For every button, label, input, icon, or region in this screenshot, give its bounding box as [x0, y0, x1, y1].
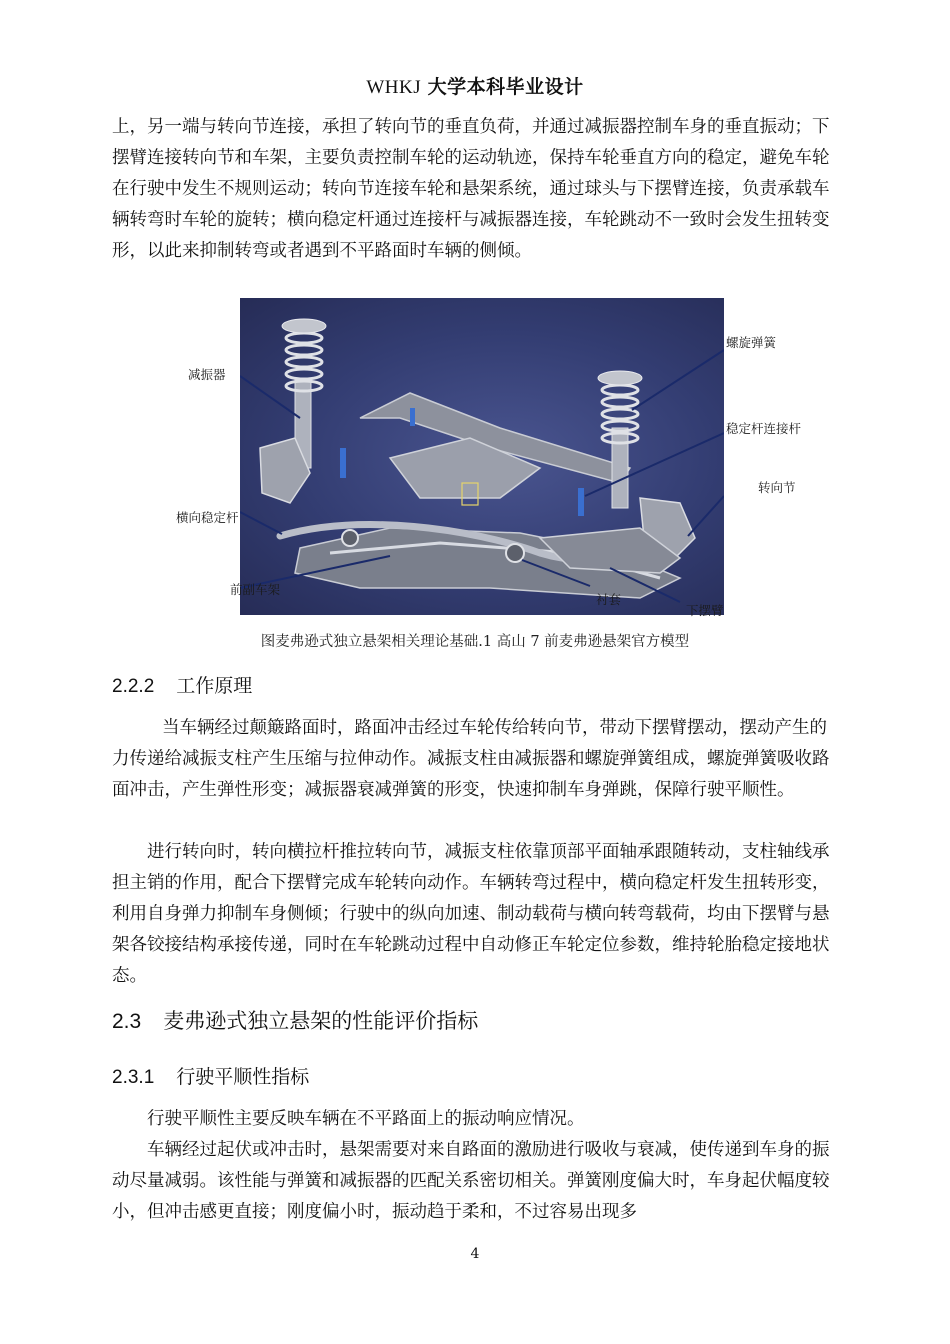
paragraph-231-2: 车辆经过起伏或冲击时，悬架需要对来自路面的激励进行吸收与衰减，使传递到车身的振动尽量减弱。该性能与弹簧和减振器的匹配关系密切相关。弹簧刚度偏大时，车身起伏幅度较小，但冲击感更直接；刚度偏小时，振动趋于柔和，不过容易出现多	[112, 1140, 830, 1222]
header-latin: WHKJ	[366, 77, 422, 98]
section-number: 2.2.2	[112, 676, 155, 697]
figure-caption: 图麦弗逊式独立悬架相关理论基础.1 高山 7 前麦弗逊悬架官方模型	[260, 634, 690, 650]
label-knuckle: 转向节	[758, 480, 796, 495]
section-number: 2.3.1	[112, 1067, 155, 1088]
suspension-figure	[240, 298, 724, 615]
label-stabilizer-bar: 横向稳定杆	[176, 510, 239, 525]
paragraph-231-1: 行驶平顺性主要反映车辆在不平路面上的振动响应情况。	[147, 1109, 585, 1129]
intro-paragraph: 上，另一端与转向节连接，承担了转向节的垂直负荷，并通过减振器控制车身的垂直振动；下摆臂连接转向节和车架，主要负责控制车轮的运动轨迹，保持车轮垂直方向的稳定，避免车轮在行驶中发生不规则运动；转向节连接车轮和悬架系统，通过球头与下摆臂连接，负责承载车辆转弯时车轮的旋转；横向稳定杆通过连接杆与减振器连接，车轮跳动不一致时会发生扭转变形，以此来抑制转弯或者遇到不平路面时车辆的侧倾。	[112, 117, 830, 261]
page-number: 4	[470, 1246, 480, 1262]
paragraph-222-2: 进行转向时，转向横拉杆推拉转向节，减振支柱依靠顶部平面轴承跟随转动，支柱轴线承担主销的作用，配合下摆臂完成车轮转向动作。车辆转弯过程中，横向稳定杆发生扭转形变，利用自身弹力抑制车身侧倾；行驶中的纵向加速、制动载荷与横向转弯载荷，均由下摆臂与悬架各铰接结构承接传递，同时在车轮跳动过程中自动修正车轮定位参数，维持轮胎稳定接地状态。	[112, 842, 830, 986]
label-coil-spring: 螺旋弹簧	[726, 335, 777, 350]
heading-2-2-2	[112, 671, 252, 698]
header-title: 大学本科毕业设计	[427, 76, 584, 98]
label-shock-absorber: 减振器	[188, 367, 226, 382]
page-header	[0, 72, 950, 99]
section-title: 行驶平顺性指标	[176, 1066, 310, 1088]
paragraph-222-1: 当车辆经过颠簸路面时，路面冲击经过车轮传给转向节，带动下摆臂摆动，摆动产生的力传递给减振支柱产生压缩与拉伸动作。减振支柱由减振器和螺旋弹簧组成，螺旋弹簧吸收路面冲击，产生弹性形变；减振器衰减弹簧的形变，快速抑制车身弹跳，保障行驶平顺性。	[112, 718, 830, 800]
section-title: 麦弗逊式独立悬架的性能评价指标	[163, 1009, 479, 1033]
label-subframe: 前副车架	[230, 582, 281, 597]
label-lower-arm: 下摆臂	[686, 603, 724, 618]
heading-2-3	[112, 1005, 478, 1035]
label-bushing: 衬套	[596, 592, 622, 607]
suspension-drawing	[240, 298, 724, 615]
label-stabilizer-link: 稳定杆连接杆	[726, 421, 802, 436]
section-number: 2.3	[112, 1010, 142, 1033]
section-title: 工作原理	[176, 675, 253, 697]
heading-2-3-1	[112, 1062, 309, 1089]
